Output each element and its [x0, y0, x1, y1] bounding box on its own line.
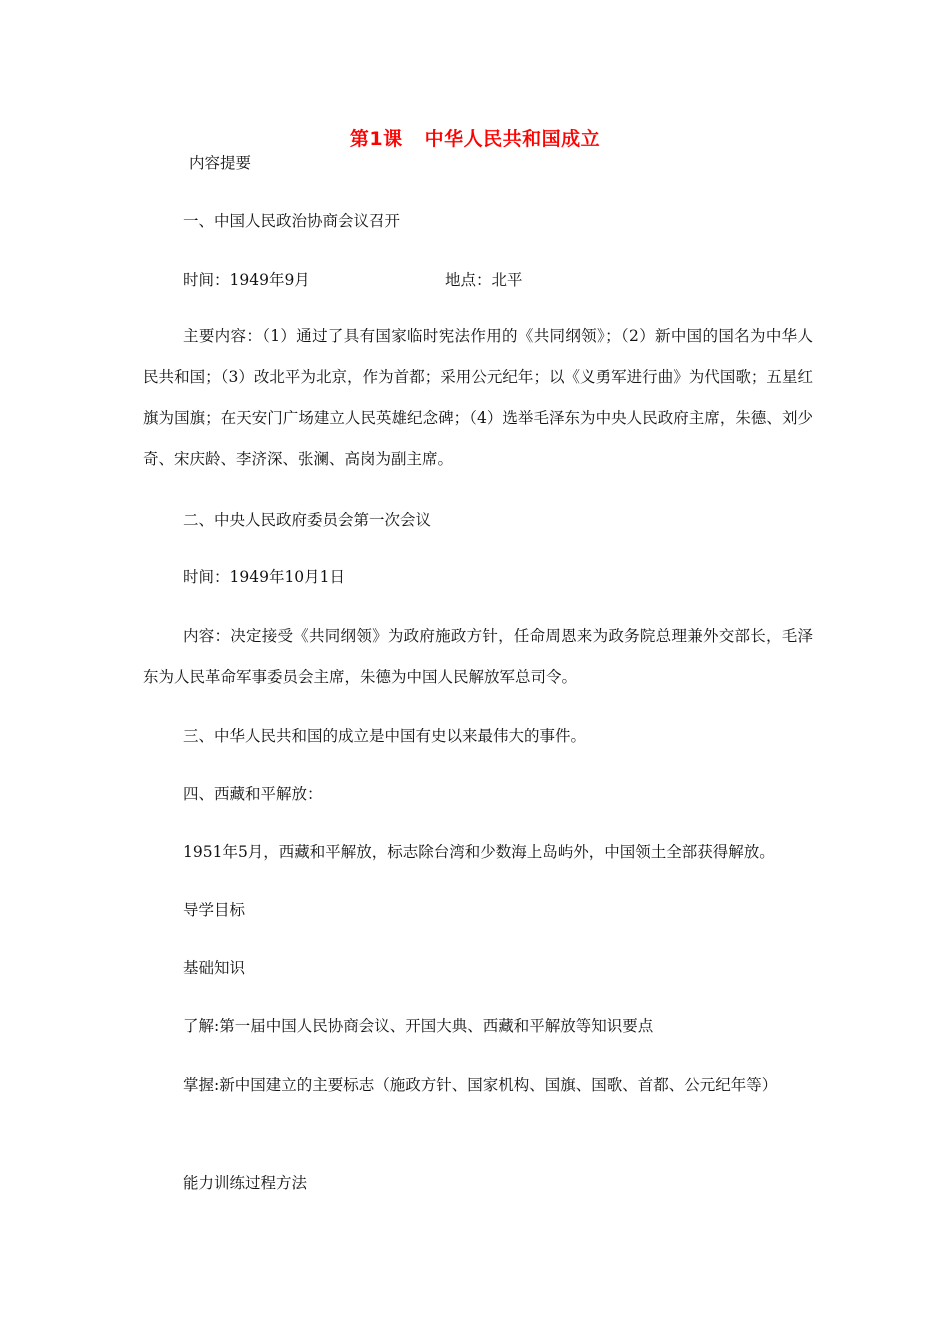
section-1-time-place — [183, 268, 523, 290]
page-title — [0, 124, 950, 151]
section-4-content: 1951年5月，西藏和平解放，标志除台湾和少数海上岛屿外，中国领土全部获得解放。 — [183, 843, 775, 861]
section-3-heading: 三、中华人民共和国的成立是中国有史以来最伟大的事件。 — [183, 727, 587, 745]
section-2-heading: 二、中央人民政府委员会第一次会议 — [183, 511, 432, 529]
section-1-heading: 一、中国人民政治协商会议召开 — [183, 212, 401, 230]
section-1-place: 地点：北平 — [445, 271, 523, 289]
section-2-time: 时间：1949年10月1日 — [183, 568, 346, 586]
basics-heading: 基础知识 — [183, 959, 246, 977]
lesson-name: 中华人民共和国成立 — [424, 128, 601, 150]
understand-text: 了解:第一届中国人民协商会议、开国大典、西藏和平解放等知识要点 — [183, 1017, 654, 1035]
master-text: 掌握:新中国建立的主要标志（施政方针、国家机构、国旗、国歌、首都、公元纪年等） — [183, 1076, 778, 1094]
lesson-number: 第1课 — [349, 128, 403, 150]
summary-heading: 内容提要 — [189, 154, 252, 172]
section-4-heading: 四、西藏和平解放： — [183, 785, 323, 803]
section-2-content: 内容：决定接受《共同纲领》为政府施政方针，任命周恩来为政务院总理兼外交部长，毛泽东为人民革命军事委员会主席，朱德为中国人民解放军总司令。 — [143, 627, 813, 686]
ability-heading: 能力训练过程方法 — [183, 1174, 308, 1192]
section-1-content: 主要内容：（1）通过了具有国家临时宪法作用的《共同纲领》；（2）新中国的国名为中华人民共和国；（3）改北平为北京，作为首都；采用公元纪年；以《义勇军进行曲》为代国歌；五星红旗为国旗；在天安门广场建立人民英雄纪念碑；（4）选举毛泽东为中央人民政府主席，朱德、刘少奇、宋庆龄、李济深、张澜、高岗为副主席。 — [143, 327, 813, 468]
section-1-time: 时间：1949年9月 — [183, 271, 310, 289]
goals-heading: 导学目标 — [183, 901, 246, 919]
